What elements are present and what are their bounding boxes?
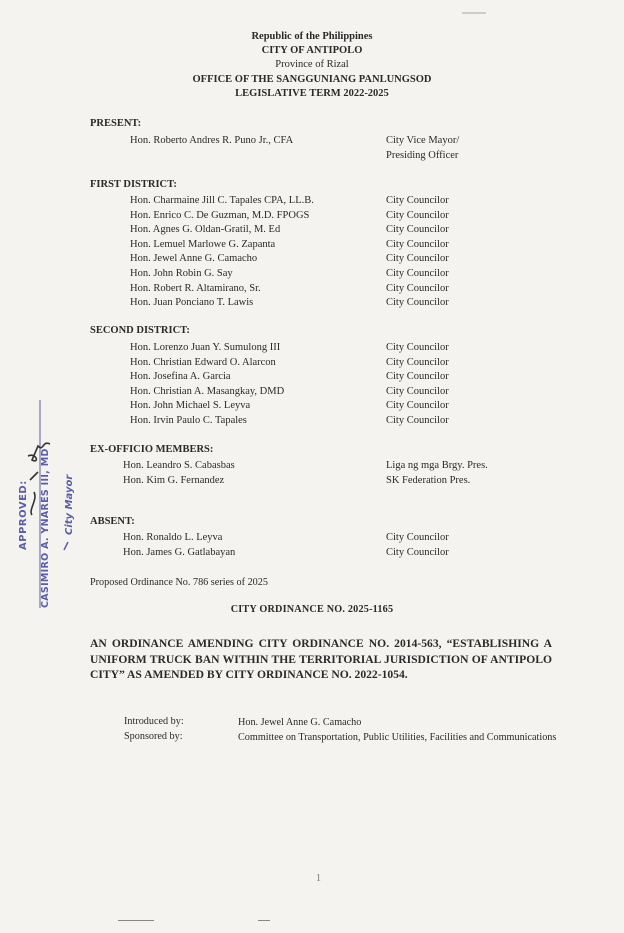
absent-title: ABSENT: — [90, 516, 135, 527]
ex-officio-title: EX-OFFICIO MEMBERS: — [90, 444, 214, 455]
first-district-position: City Councilor — [386, 224, 449, 236]
absent-position: City Councilor — [386, 546, 449, 558]
document-header — [0, 30, 624, 101]
stamp-check-mark — [64, 542, 68, 550]
second-district-position: City Councilor — [386, 342, 449, 353]
page-number: 1 — [316, 873, 321, 884]
stamp-mayor-title-text: City Mayor — [64, 474, 75, 535]
first-district-member: Hon. John Robin G. Say — [130, 268, 233, 279]
first-district-member: Hon. Agnes G. Oldan-Gratil, M. Ed — [130, 224, 281, 236]
second-district-member: Hon. Lorenzo Juan Y. Sumulong III — [130, 342, 281, 353]
absent-member: Hon. Ronaldo L. Leyva — [123, 532, 223, 543]
first-district-member: Hon. Robert R. Altamirano, Sr. — [130, 282, 261, 294]
first-district-member: Hon. Charmaine Jill C. Tapales CPA, LL.B. — [130, 195, 314, 206]
ex-officio-position: Liga ng mga Brgy. Pres. — [386, 460, 488, 471]
present-title: PRESENT: — [90, 118, 142, 129]
first-district-position: City Councilor — [386, 297, 449, 309]
first-district-position: City Councilor — [386, 238, 449, 250]
stamp-mayor-name-text: CASIMIRO A. YNARES III, MD — [40, 448, 51, 608]
second-district-position: City Councilor — [386, 371, 449, 383]
scan-mark — [462, 12, 486, 14]
first-district-position: City Councilor — [386, 209, 449, 221]
second-district-position: City Councilor — [386, 415, 449, 426]
ex-officio-member: Hon. Leandro S. Cabasbas — [123, 460, 235, 471]
proposed-ordinance: Proposed Ordinance No. 786 series of 2025 — [90, 577, 268, 588]
second-district-position: City Councilor — [386, 356, 449, 368]
presiding-officer-name: Hon. Roberto Andres R. Puno Jr., CFA — [130, 135, 294, 146]
header-office: OFFICE OF THE SANGGUNIANG PANLUNGSOD — [192, 73, 432, 85]
header-city: CITY OF ANTIPOLO — [261, 45, 363, 57]
second-district-member: Hon. Josefina A. Garcia — [130, 371, 231, 383]
first-district-position: City Councilor — [386, 268, 449, 279]
introduced-by-value: Hon. Jewel Anne G. Camacho — [238, 717, 362, 728]
first-district-title: FIRST DISTRICT: — [90, 179, 177, 190]
second-district-position: City Councilor — [386, 385, 449, 397]
second-district-member: Hon. Irvin Paulo C. Tapales — [130, 415, 247, 426]
ordinance-number: CITY ORDINANCE NO. 2025-1165 — [230, 604, 394, 615]
ordinance-title: AN ORDINANCE AMENDING CITY ORDINANCE NO. 2014-563, “ESTABLISHING A UNIFORM TRUCK BAN WITHIN THE TERRITORIAL JURISDICTION OF ANTIPOLO CITY” AS AMENDED BY CITY ORDINANCE NO. 2022-1054. — [90, 637, 552, 682]
first-district-position: City Councilor — [386, 195, 449, 206]
header-province: Province of Rizal — [275, 59, 349, 71]
first-district-member: Hon. Jewel Anne G. Camacho — [130, 253, 258, 265]
header-republic: Republic of the Philippines — [251, 31, 373, 42]
introduced-by-label: Introduced by: — [124, 716, 184, 727]
second-district-title: SECOND DISTRICT: — [90, 325, 190, 336]
scan-mark — [258, 920, 270, 921]
stamp-approved-text: APPROVED: — [18, 480, 29, 550]
presiding-officer-position-2: Presiding Officer — [386, 150, 459, 161]
absent-position: City Councilor — [386, 532, 449, 543]
first-district-member: Hon. Lemuel Marlowe G. Zapanta — [130, 238, 276, 250]
second-district-member: Hon. Christian A. Masangkay, DMD — [130, 385, 285, 397]
second-district-member: Hon. John Michael S. Leyva — [130, 400, 251, 412]
header-term: LEGISLATIVE TERM 2022-2025 — [235, 87, 389, 99]
sponsored-by-label: Sponsored by: — [124, 731, 183, 742]
ex-officio-position: SK Federation Pres. — [386, 474, 471, 486]
second-district-member: Hon. Christian Edward O. Alarcon — [130, 356, 276, 368]
first-district-position: City Councilor — [386, 282, 449, 294]
absent-member: Hon. James G. Gatlabayan — [123, 546, 236, 558]
sponsored-by-value: Committee on Transportation, Public Utilities, Facilities and Communications — [238, 732, 557, 743]
presiding-officer-position-1: City Vice Mayor/ — [386, 135, 460, 146]
approval-stamp-graphic — [8, 360, 80, 610]
first-district-member: Hon. Enrico C. De Guzman, M.D. FPOGS — [130, 209, 310, 221]
ex-officio-member: Hon. Kim G. Fernandez — [123, 474, 225, 486]
first-district-position: City Councilor — [386, 253, 449, 265]
scan-mark — [118, 920, 154, 921]
approval-stamp — [8, 360, 80, 610]
first-district-member: Hon. Juan Ponciano T. Lawis — [130, 297, 254, 309]
second-district-position: City Councilor — [386, 400, 449, 412]
